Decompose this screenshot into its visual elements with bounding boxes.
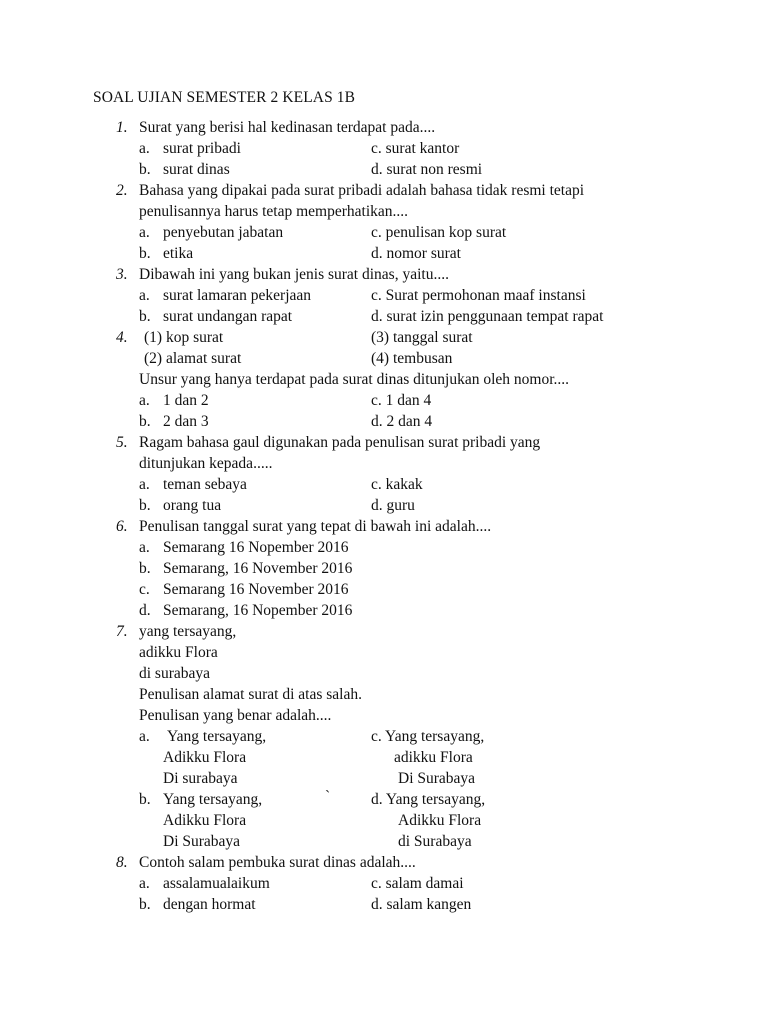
q7-stray-mark: ` [325,788,331,805]
q4-item-1: (1) kop surat [144,329,224,346]
q6-option-d-letter: d. [139,602,151,619]
q7-option-b-line1: Yang tersayang, [163,791,263,808]
q7-option-a-line3: Di surabaya [163,770,238,787]
q3-number: 3. [116,266,128,283]
q3-option-b-letter: b. [139,308,151,325]
q4-option-b-letter: b. [139,413,151,430]
q5-text-line1: Ragam bahasa gaul digunakan pada penulisan surat pribadi yang [139,434,541,451]
q7-option-d-line2: Adikku Flora [398,812,482,829]
q8-option-a-letter: a. [139,875,150,892]
q7-text-line2: Penulisan yang benar adalah.... [139,707,332,724]
q6-option-c-letter: c. [139,581,150,598]
q7-option-a-line1: Yang tersayang, [167,728,267,745]
q3-option-d: d. surat izin penggunaan tempat rapat [371,308,604,325]
q4-option-a: 1 dan 2 [163,392,209,409]
q7-address-line1: yang tersayang, [139,623,237,640]
exam-title: SOAL UJIAN SEMESTER 2 KELAS 1B [93,89,356,106]
q7-option-b-letter: b. [139,791,151,808]
q3-text: Dibawah ini yang bukan jenis surat dinas, yaitu.... [139,266,449,283]
q6-option-a: Semarang 16 Nopember 2016 [163,539,349,556]
q4-item-3: (3) tanggal surat [371,329,473,346]
q5-option-c: c. kakak [371,476,423,493]
q7-text-line1: Penulisan alamat surat di atas salah. [139,686,362,703]
q5-option-b: orang tua [163,497,222,514]
q7-option-b-line3: Di Surabaya [163,833,241,850]
q1-option-b-letter: b. [139,161,151,178]
q2-text-line1: Bahasa yang dipakai pada surat pribadi adalah bahasa tidak resmi tetapi [139,182,585,199]
q2-option-a: penyebutan jabatan [163,224,284,241]
q4-item-2: (2) alamat surat [144,350,242,367]
q2-option-c: c. penulisan kop surat [371,224,507,241]
q6-number: 6. [116,518,128,535]
q7-option-c-line3: Di Surabaya [398,770,476,787]
q4-option-b: 2 dan 3 [163,413,209,430]
q2-text-line2: penulisannya harus tetap memperhatikan.... [139,203,409,220]
q3-option-c: c. Surat permohonan maaf instansi [371,287,586,304]
q2-number: 2. [116,182,128,199]
q8-number: 8. [116,854,128,871]
q5-option-a: teman sebaya [163,476,247,493]
q4-item-4: (4) tembusan [371,350,453,367]
q1-option-a-letter: a. [139,140,150,157]
q5-option-b-letter: b. [139,497,151,514]
q5-text-line2: ditunjukan kepada..... [139,455,273,472]
q7-option-b-line2: Adikku Flora [163,812,247,829]
q7-option-a-line2: Adikku Flora [163,749,247,766]
q7-option-a-letter: a. [139,728,150,745]
q7-option-c-line1: c. Yang tersayang, [371,728,485,745]
q8-option-c: c. salam damai [371,875,464,892]
q8-option-b-letter: b. [139,896,151,913]
q1-option-a: surat pribadi [163,140,241,157]
q6-option-c: Semarang 16 November 2016 [163,581,349,598]
q6-option-b: Semarang, 16 November 2016 [163,560,353,577]
q7-option-d-line3: di Surabaya [398,833,472,850]
q1-option-d: d. surat non resmi [371,161,483,178]
q3-option-a-letter: a. [139,287,150,304]
q5-number: 5. [116,434,128,451]
q4-option-c: c. 1 dan 4 [371,392,432,409]
q7-option-d-line1: d. Yang tersayang, [371,791,486,808]
q4-text: Unsur yang hanya terdapat pada surat dinas ditunjukan oleh nomor.... [139,371,570,388]
q1-option-b: surat dinas [163,161,230,178]
q2-option-a-letter: a. [139,224,150,241]
q1-option-c: c. surat kantor [371,140,460,157]
q6-option-b-letter: b. [139,560,151,577]
q3-option-b: surat undangan rapat [163,308,293,325]
q2-option-b-letter: b. [139,245,151,262]
q6-option-d: Semarang, 16 Nopember 2016 [163,602,353,619]
q7-address-line2: adikku Flora [139,644,218,661]
q3-option-a: surat lamaran pekerjaan [163,287,312,304]
q8-option-a: assalamualaikum [163,875,270,892]
q4-option-a-letter: a. [139,392,150,409]
q8-text: Contoh salam pembuka surat dinas adalah.... [139,854,416,871]
q1-text: Surat yang berisi hal kedinasan terdapat pada.... [139,119,436,136]
q8-option-b: dengan hormat [163,896,256,913]
q1-number: 1. [116,119,128,136]
q2-option-d: d. nomor surat [371,245,461,262]
q8-option-d: d. salam kangen [371,896,472,913]
q7-number: 7. [116,623,128,640]
q4-number: 4. [116,329,128,346]
q5-option-d: d. guru [371,497,415,514]
q6-text: Penulisan tanggal surat yang tepat di bawah ini adalah.... [139,518,492,535]
q7-address-line3: di surabaya [139,665,211,682]
q4-option-d: d. 2 dan 4 [371,413,433,430]
q2-option-b: etika [163,245,194,262]
q7-option-c-line2: adikku Flora [394,749,473,766]
q6-option-a-letter: a. [139,539,150,556]
q5-option-a-letter: a. [139,476,150,493]
